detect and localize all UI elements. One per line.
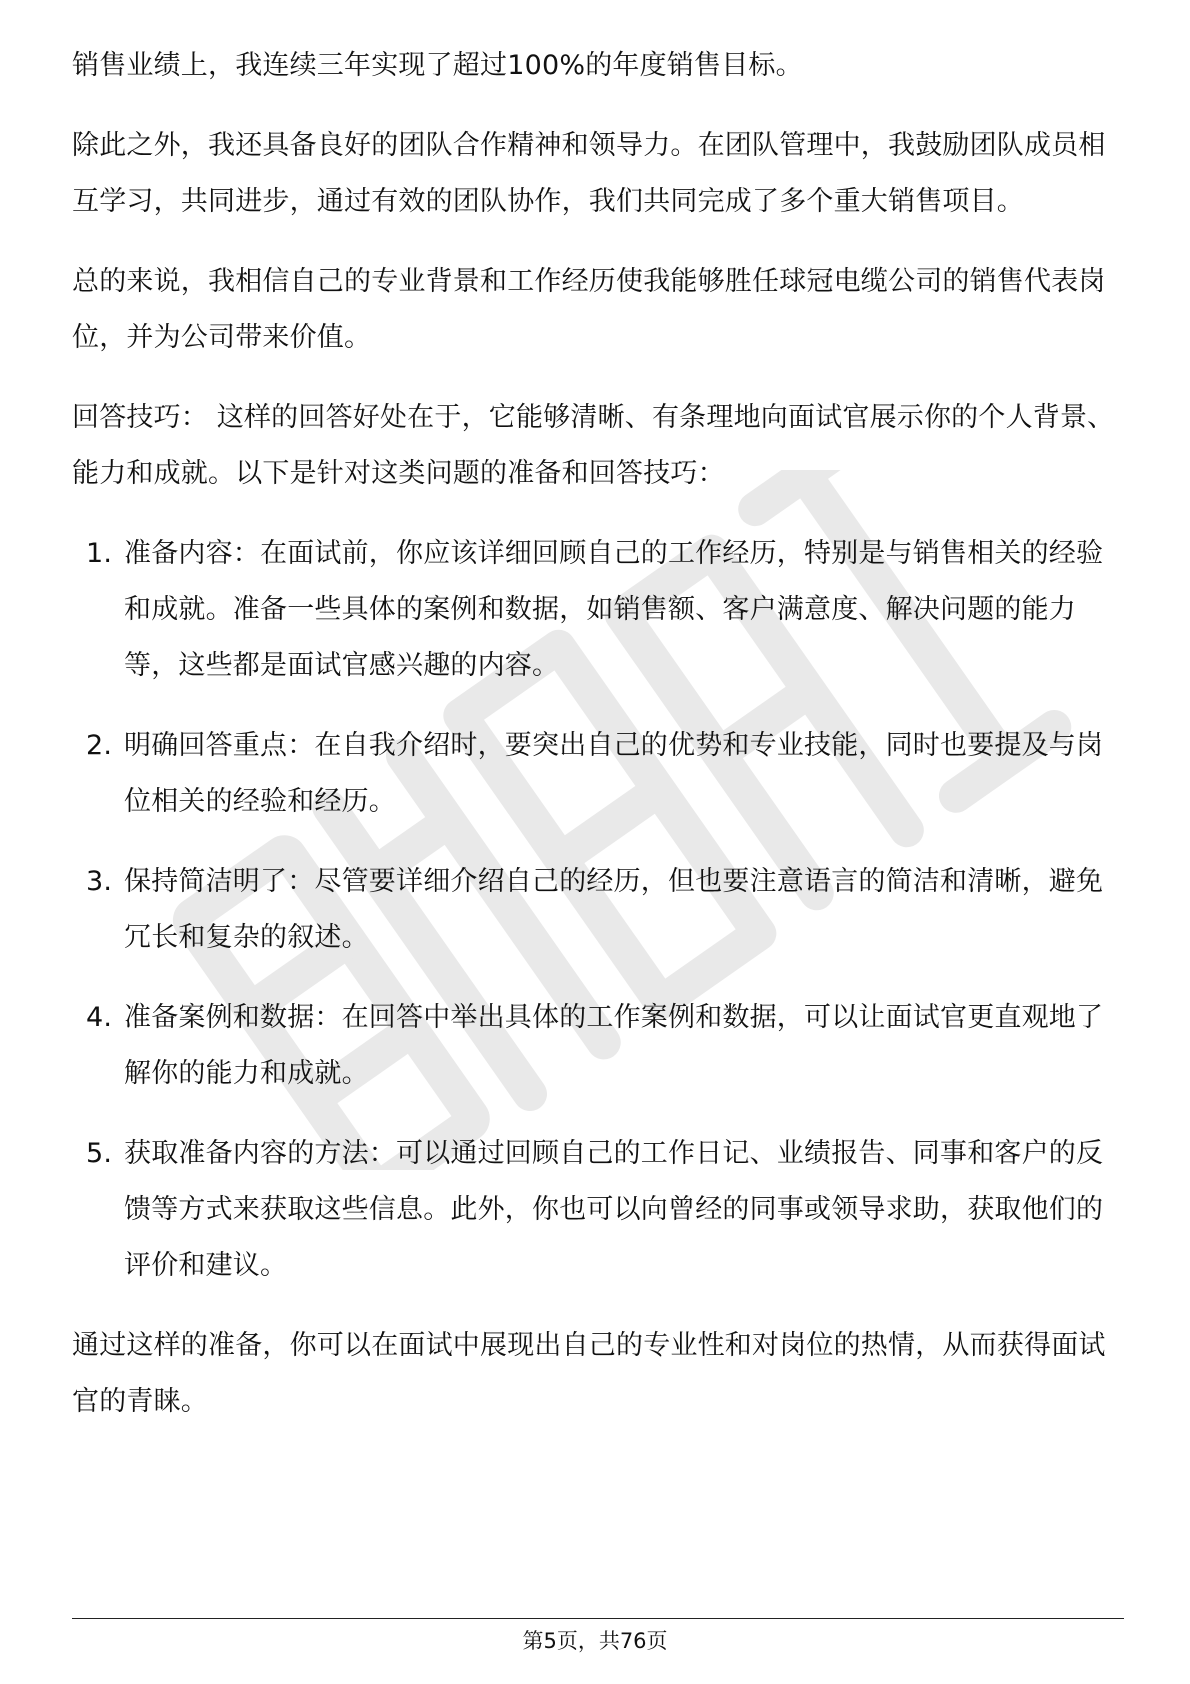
list-item-text: 获取准备内容的方法：可以通过回顾自己的工作日记、业绩报告、同事和客户的反馈等方式来获取这些信息。此外，你也可以向曾经的同事或领导求助，获取他们的评价和建议。: [124, 1138, 1104, 1281]
list-item-text: 保持简洁明了：尽管要详细介绍自己的经历，但也要注意语言的简洁和清晰，避免冗长和复杂的叙述。: [124, 866, 1104, 953]
list-item-text: 准备案例和数据：在回答中举出具体的工作案例和数据，可以让面试官更直观地了解你的能力和成就。: [124, 1002, 1104, 1089]
footer-divider: [72, 1618, 1124, 1619]
list-item: [72, 526, 1122, 694]
list-item: [72, 1126, 1122, 1294]
paragraph-closing: 通过这样的准备，你可以在面试中展现出自己的专业性和对岗位的热情，从而获得面试官的青睐。: [72, 1330, 1106, 1417]
paragraph-sales-performance: 销售业绩上，我连续三年实现了超过100%的年度销售目标。: [72, 50, 803, 81]
list-item-number: 1.: [86, 538, 113, 569]
paragraph-teamwork: 除此之外，我还具备良好的团队合作精神和领导力。在团队管理中，我鼓励团队成员相互学习，共同进步，通过有效的团队协作，我们共同完成了多个重大销售项目。: [72, 130, 1106, 217]
tips-list: [72, 526, 1122, 1294]
list-item: [72, 854, 1122, 966]
paragraph-answer-tips: 回答技巧： 这样的回答好处在于，它能够清晰、有条理地向面试官展示你的个人背景、能力和成就。以下是针对这类问题的准备和回答技巧：: [72, 402, 1115, 489]
list-item: [72, 990, 1122, 1102]
page-number: 第5页，共76页: [522, 1629, 668, 1653]
document-body: [72, 38, 1122, 1454]
list-item-text: 明确回答重点：在自我介绍时，要突出自己的优势和专业技能，同时也要提及与岗位相关的经验和经历。: [124, 730, 1104, 817]
list-item-number: 5.: [86, 1138, 113, 1169]
list-item-number: 2.: [86, 730, 113, 761]
list-item: [72, 718, 1122, 830]
list-item-number: 4.: [86, 1002, 113, 1033]
paragraph-summary: 总的来说，我相信自己的专业背景和工作经历使我能够胜任球冠电缆公司的销售代表岗位，并为公司带来价值。: [72, 266, 1106, 353]
list-item-text: 准备内容：在面试前，你应该详细回顾自己的工作经历，特别是与销售相关的经验和成就。准备一些具体的案例和数据，如销售额、客户满意度、解决问题的能力等，这些都是面试官感兴趣的内容。: [124, 538, 1104, 681]
list-item-number: 3.: [86, 866, 113, 897]
